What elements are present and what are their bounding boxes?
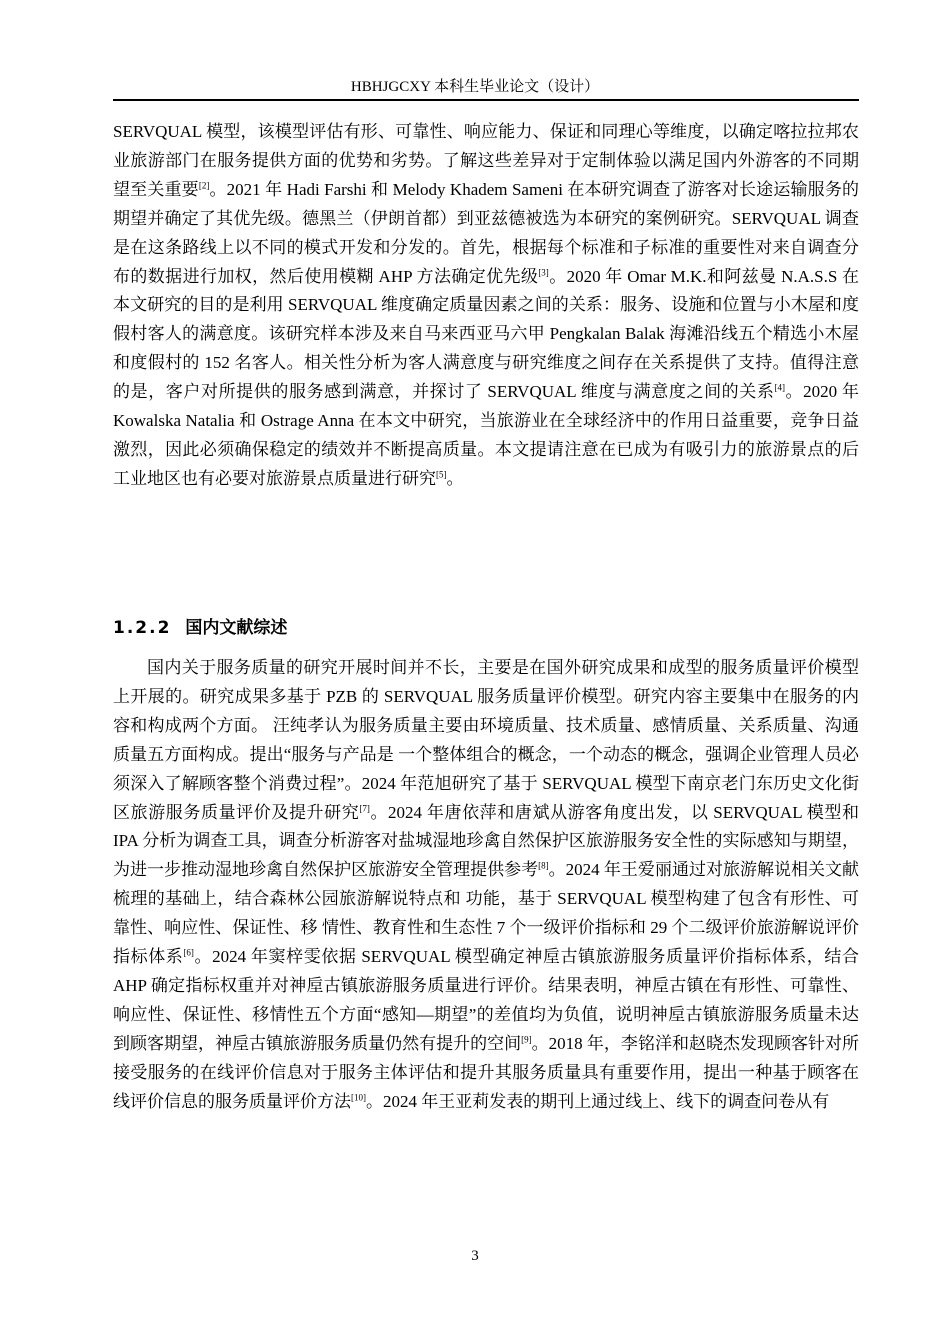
header-rule [113,99,859,101]
paragraph-text: 。2024 年王亚莉发表的期刊上通过线上、线下的调查问卷从有 [366,1091,830,1111]
paragraph-text: 。2020 年 Omar M.K.和阿兹曼 N.A.S.S 在本文研究的目的是利用 SERVQUAL 维度确定质量因素之间的关系：服务、设施和位置与小木屋和度假村客人的满意度。该研究样本涉及来自马来西亚马六甲 Pengkalan Balak 海滩沿线五个精选小木屋和度假村的 152 名客人。相关性分析为客人满意度与研究维度之间存在关系提供了支持。值得注意的是，客户对所提供的服务感到满意，并探讨了 SERVQUAL 维度与满意度之间的关系 [113,266,859,402]
section-heading [113,617,287,639]
citation: [3] [538,266,549,277]
paragraph-text: 。2018 年，李铭洋和赵晓杰发现顾客针对所接受服务的在线评价信息对于服务主体评估和提升其服务质量具有重要作用，提出一种基于顾客在线评价信息的服务质量评价方法 [113,1033,860,1111]
paragraph-text: SERVQUAL 模型，该模型评估有形、可靠性、响应能力、保证和同理心等维度，以确定喀拉拉邦农业旅游部门在服务提供方面的优势和劣势。了解这些差异对于定制体验以满足国内外游客的不同期望至关重要 [113,122,859,199]
paragraph-foreign-literature [113,118,859,494]
citation: [9] [521,1034,532,1045]
citation: [8] [538,860,549,871]
page-number: 3 [471,1248,479,1264]
paragraph-text: 。2024 年王爱丽通过对旅游解说相关文献梳理的基础上，结合森林公园旅游解说特点和 功能，基于 SERVQUAL 模型构建了包含有形性、可靠性、响应性、保证性、移 情性、教育性和生态性 7 个一级评价指标和 29 个二级评价旅游解说评价指标体系 [113,860,860,967]
citation: [2] [198,180,210,191]
paragraph-text: 。2020 年 Kowalska Natalia 和 Ostrage Anna 在本文中研究，当旅游业在全球经济中的作用日益重要，竞争日益激烈，因此必须确保稳定的绩效并不断提高质量。本文提请注意在已成为有吸引力的旅游景点的后工业地区也有必要对旅游景点质量进行研究 [113,382,859,488]
paragraph-text: 。2024 年唐依萍和唐斌从游客角度出发，以 SERVQUAL 模型和 IPA 分析为调查工具，调查分析游客对盐城湿地珍禽自然保护区旅游服务安全性的实际感知与期望，为进一步推动湿地珍禽自然保护区旅游安全管理提供参考 [113,802,860,880]
running-header: HBHJGCXY 本科生毕业论文（设计） [350,79,600,95]
section-number: 1.2.2 [113,618,172,638]
paragraph-text: 。2021 年 Hadi Farshi 和 Melody Khadem Sameni 在本研究调查了游客对长途运输服务的期望并确定了其优先级。德黑兰（伊朗首都）到亚兹德被选为本研究的案例研究。SERVQUAL 调查是在这条路线上以不同的模式开发和分发的。首先，根据每个标准和子标准的重要性对来自调查分布的数据进行加权，然后使用模糊 AHP 方法确定优先级 [113,179,860,286]
paragraph-domestic-literature [113,654,859,1117]
section-title: 国内文献综述 [185,618,288,638]
paragraph-text: 。 [446,468,464,488]
citation: [7] [359,802,370,813]
citation: [6] [183,947,194,958]
paragraph-text: 。2024 年窦梓雯依据 SERVQUAL 模型确定神垕古镇旅游服务质量评价指标体系，结合 AHP 确定指标权重并对神垕古镇旅游服务质量进行评价。结果表明，神垕古镇在有形性、可靠性、响应性、保证性、移情性五个方面“感知—期望”的差值均为负值，说明神垕古镇旅游服务质量未达到顾客期望，神垕古镇旅游服务质量仍然有提升的空间 [113,947,859,1053]
paragraph-text: 国内关于服务质量的研究开展时间并不长，主要是在国外研究成果和成型的服务质量评价模型上开展的。研究成果多基于 PZB 的 SERVQUAL 服务质量评价模型。研究内容主要集中在服务的内容和构成两个方面。 汪纯孝认为服务质量主要由环境质量、技术质量、感情质量、关系质量、沟通质量五方面构成。提出“服务与产品是 一个整体组合的概念，一个动态的概念，强调企业管理人员必须深入了解顾客整个消费过程”。2024 年范旭研究了基于 SERVQUAL 模型下南京老门东历史文化街区旅游服务质量评价及提升研究 [113,658,859,822]
citation: [10] [351,1091,366,1102]
citation: [4] [774,382,785,393]
citation: [5] [436,469,447,480]
